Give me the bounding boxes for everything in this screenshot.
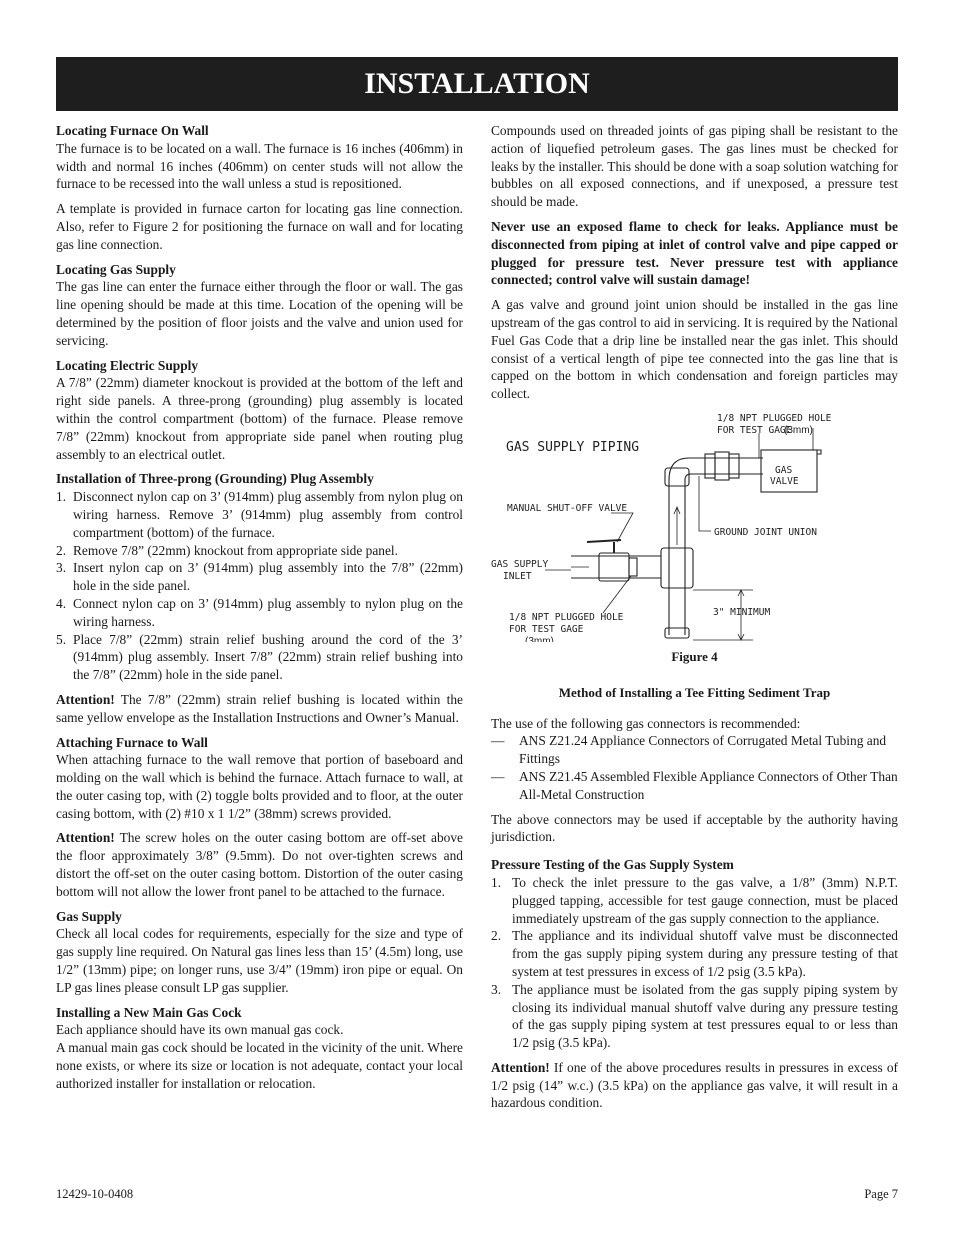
figure-caption: Figure 4 xyxy=(671,648,718,664)
paragraph: When attaching furnace to the wall remove that portion of baseboard and molding on the wall which is behind the furnace. Attach furnace to wall, at the outer casing top, with (2) toggle bolts provided and to floor, at the outer casing bottom, with (2) #10 x 1 1/2” (38mm) screws provided. xyxy=(56,752,463,821)
leader-shutoff xyxy=(611,513,633,542)
figure-title: GAS SUPPLY PIPING xyxy=(506,439,640,455)
paragraph: The gas line can enter the furnace either through the floor or wall. The gas line opening should be made at this time. Location of the opening will be determined by the position of floor joists and the valve and union used for servicing. xyxy=(56,279,463,348)
pressure-test-steps xyxy=(491,874,898,1052)
horizontal-pipe-top xyxy=(689,458,763,474)
section-title-gas-supply: Gas Supply xyxy=(56,908,122,924)
paragraph: Each appliance should have its own manual gas cock. xyxy=(56,1022,344,1038)
list-item: 5. Place 7/8” (22mm) strain relief bushing around the cord of the 3’ (914mm) plug assembly. Insert 7/8” (22mm) strain relief bushing into the 7/8” (22mm) hole in the side panel. xyxy=(56,631,463,683)
section-title-main-gas-cock: Installing a New Main Gas Cock xyxy=(56,1004,242,1020)
attention-note: Attention! The 7/8” (22mm) strain relief bushing is located within the same yellow envelope as the Installation Instructions and Owner’s Manual. xyxy=(56,691,463,725)
list-item: 3. The appliance must be isolated from the gas supply piping system by closing its individual manual shutoff valve during any pressure testing of the gas supply piping system at test pressures equal to or less than 1/2 psig (3.5 kPa). xyxy=(491,981,898,1051)
riser-pipe xyxy=(669,480,685,635)
section-title-gas-supply-location: Locating Gas Supply xyxy=(56,261,176,277)
section-title-locating-furnace: Locating Furnace On Wall xyxy=(56,123,209,138)
list-item: 2. Remove 7/8” (22mm) knockout from appropriate side panel. xyxy=(56,542,399,558)
label-shutoff: MANUAL SHUT-OFF VALVE xyxy=(507,502,628,514)
list-item: 1. To check the inlet pressure to the gas valve, a 1/8” (3mm) N.P.T. plugged tapping, accessible for test gauge connection, must be placed immediately upstream of the gas supply connection to the appliance. xyxy=(491,874,898,926)
connector-list xyxy=(491,732,898,803)
plug-assembly-steps xyxy=(56,488,463,684)
plug-bottom xyxy=(629,558,637,576)
label-plug-top: FOR TEST GAGE xyxy=(717,424,792,436)
shutoff-valve-body xyxy=(599,553,629,581)
paragraph: A 7/8” (22mm) diameter knockout is provided at the bottom of the left and right side panels. A three-prong (grounding) plug assembly is located within the control compartment (bottom) of the furnace. Please remove 7/8” (22mm) knockout from appropriate side panel when routing plug assembly to an electrical outlet. xyxy=(56,375,463,462)
paragraph: The furnace is to be located on a wall. The furnace is 16 inches (406mm) in width and normal 16 inches (406mm) on center studs will not allow the furnace to be recessed into the wall unless a stud is repositioned. xyxy=(56,140,463,192)
list-item: — ANS Z21.24 Appliance Connectors of Corrugated Metal Tubing and Fittings xyxy=(491,733,887,767)
union-body xyxy=(715,452,729,480)
tee-fitting xyxy=(661,548,693,588)
leader-union xyxy=(699,476,711,531)
piping-diagram xyxy=(491,410,898,642)
list-item: 1. Disconnect nylon cap on 3’ (914mm) plug assembly from nylon plug on wiring harness. Remove 3’ (914mm) plug assembly from control compartment (bottom) of the furnace. xyxy=(56,489,463,540)
list-item: — ANS Z21.45 Assembled Flexible Appliance Connectors of Other Than All-Metal Construction xyxy=(491,768,898,802)
label-plug-bottom: FOR TEST GAGE xyxy=(509,623,584,635)
label-plug-bottom: 1/8 NPT PLUGGED HOLE xyxy=(509,611,624,623)
gas-supply-piping-figure xyxy=(491,410,898,642)
section-title-plug-assembly: Installation of Three-prong (Grounding) Plug Assembly xyxy=(56,471,374,487)
label-plug-top: 1/8 NPT PLUGGED HOLE xyxy=(717,412,832,424)
attention-note: Attention! If one of the above procedures results in pressures in excess of 1/2 psig (14” w.c.) (3.5 kPa) on the appliance gas valve, it will result in a hazardous condition. xyxy=(491,1059,898,1111)
label-minimum: 3" MINIMUM xyxy=(713,606,771,618)
paragraph: A manual main gas cock should be located in the vicinity of the unit. Where none exists, or where its size or location is not adequate, contact your local authorized installer for installation or relocation. xyxy=(56,1040,463,1091)
shutoff-handle xyxy=(587,540,621,553)
label-valve: GAS xyxy=(775,464,793,476)
label-inlet: GAS SUPPLY xyxy=(491,558,549,570)
warning-paragraph: Never use an exposed flame to check for leaks. Appliance must be disconnected from piping at inlet of control valve and pipe capped or plugged for pressure test. Never pressure test with appliance connected; control valve will sustain damage! xyxy=(491,218,898,288)
label-plug-top-mm: (3mm) xyxy=(784,424,813,436)
section-title-electric-supply: Locating Electric Supply xyxy=(56,357,199,373)
paragraph: The use of the following gas connectors is recommended: xyxy=(491,715,801,731)
page-number: Page 7 xyxy=(864,1187,898,1201)
paragraph: A template is provided in furnace carton for locating gas line connection. Also, refer to Figure 2 for positioning the furnace on wall and for locating gas line connection. xyxy=(56,201,463,252)
paragraph: A gas valve and ground joint union should be installed in the gas line upstream of the gas control to aid in servicing. It is required by the National Fuel Gas Code that a drip line be installed near the gas inlet. This should consist of a vertical length of pipe tee connected into the gas line that is capped on the bottom in which condensation and foreign particles may collect. xyxy=(491,297,898,402)
paragraph: Check all local codes for requirements, especially for the size and type of gas supply line required. On Natural gas lines less than 15’ (4.5m) long, use 1/2” (13mm) pipe; on longer runs, use 3/4” (19mm) iron pipe or equal. On LP gas lines please consult LP gas supplier. xyxy=(56,926,463,995)
paragraph: Compounds used on threaded joints of gas piping shall be resistant to the action of liquefied petroleum gases. The gas lines must be checked for leaks by the installer. This should be done with a soap solution watching for bubbles on all exposed connections, and if unexposed, a pressure test should be made. xyxy=(491,123,898,210)
page-title: INSTALLATION xyxy=(56,57,898,111)
label-union: GROUND JOINT UNION xyxy=(714,526,817,538)
left-column xyxy=(56,122,463,1100)
label-inlet: INLET xyxy=(503,570,532,582)
paragraph: The above connectors may be used if acceptable by the authority having jurisdiction. xyxy=(491,811,898,845)
label-plug-bottom-mm: (3mm) xyxy=(525,635,554,642)
document-number: 12429-10-0408 xyxy=(56,1187,134,1201)
figure-method-title: Method of Installing a Tee Fitting Sediment Trap xyxy=(558,684,831,700)
right-column xyxy=(491,122,898,1119)
section-title-attaching-furnace: Attaching Furnace to Wall xyxy=(56,734,208,750)
label-valve: VALVE xyxy=(770,475,799,487)
plug-top xyxy=(817,450,821,454)
list-item: 3. Insert nylon cap on 3’ (914mm) plug assembly into the 7/8” (22mm) hole in the side panel. xyxy=(56,560,463,594)
list-item: 2. The appliance and its individual shutoff valve must be disconnected from the gas supply piping system during any pressure testing of that system at test pressures in excess of 1/2 psig (3.5 kPa). xyxy=(491,928,898,979)
section-title-pressure-testing: Pressure Testing of the Gas Supply System xyxy=(491,857,734,873)
list-item: 4. Connect nylon cap on 3’ (914mm) plug assembly to nylon plug on the wiring harness. xyxy=(56,595,463,629)
attention-note: Attention! The screw holes on the outer casing bottom are off-set above the floor approximately 3/8” (9.5mm). Do not over-tighten screws and distort the off-set on the outer casing bottom. Distortion of the outer casing bottom will not allow the lower front panel to be attached to the furnace. xyxy=(56,830,463,899)
